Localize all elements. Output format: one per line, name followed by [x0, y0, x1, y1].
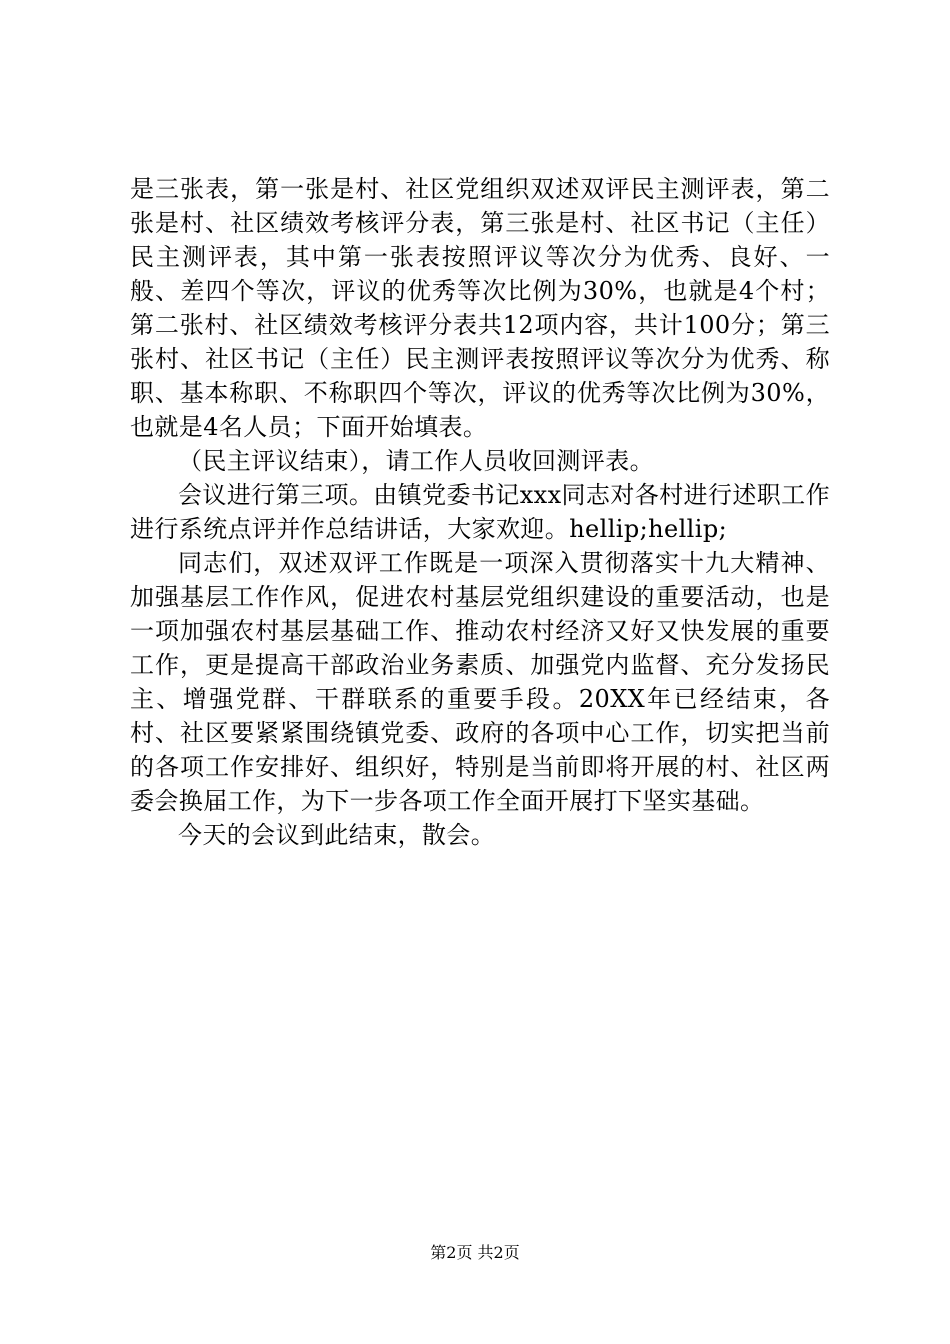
paragraph-evaluation-end: （民主评议结束），请工作人员收回测评表。 — [178, 447, 654, 475]
document-body — [130, 172, 830, 852]
page-number: 第2页 共2页 — [430, 1243, 520, 1262]
paragraph-speech: 同志们，双述双评工作既是一项深入贯彻落实十九大精神、加强基层工作作风，促进农村基层党组织建设的重要活动，也是一项加强农村基层基础工作、推动农村经济又好又快发展的重要工作，更是提高干部政治业务素质、加强党内监督、充分发扬民主、增强党群、干群联系的重要手段。20XX年已经结束，各村、社区要紧紧围绕镇党委、政府的各项中心工作，切实把当前的各项工作安排好、组织好，特别是当前即将开展的村、社区两委会换届工作，为下一步各项工作全面开展打下坚实基础。 — [130, 549, 830, 815]
paragraph-continuation: 是三张表，第一张是村、社区党组织双述双评民主测评表，第二张是村、社区绩效考核评分表，第三张是村、社区书记（主任）民主测评表，其中第一张表按照评议等次分为优秀、良好、一般、差四个等次，评议的优秀等次比例为30%，也就是4个村；第二张村、社区绩效考核评分表共12项内容，共计100分；第三张村、社区书记（主任）民主测评表按照评议等次分为优秀、称职、基本称职、不称职四个等次，评议的优秀等次比例为30%，也就是4名人员；下面开始填表。 — [130, 175, 830, 441]
paragraph-closing: 今天的会议到此结束，散会。 — [178, 821, 496, 849]
page-footer — [0, 1242, 950, 1264]
paragraph-third-item: 会议进行第三项。由镇党委书记xxx同志对各村进行述职工作进行系统点评并作总结讲话，大家欢迎。hellip;hellip; — [130, 481, 830, 543]
